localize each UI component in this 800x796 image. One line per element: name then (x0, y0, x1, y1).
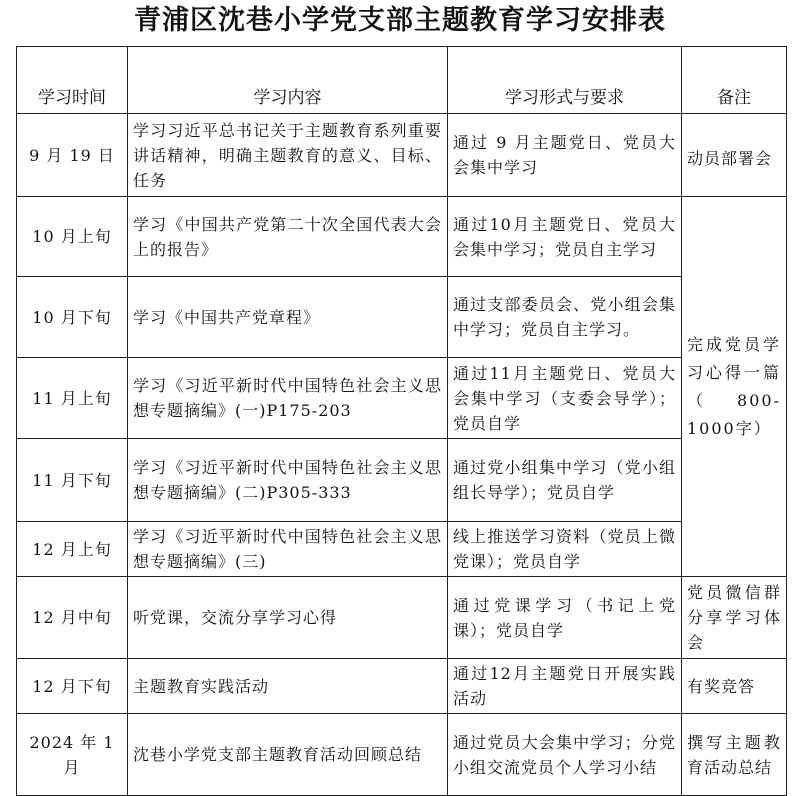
row-content: 学习《习近平新时代中国特色社会主义思想专题摘编》(一)P175-203 (128, 358, 448, 439)
row-time: 12 月下旬 (17, 659, 128, 714)
row-time: 12 月上旬 (17, 522, 128, 577)
row-note-text: 动员部署会 (687, 149, 773, 168)
row-time: 9 月 19 日 (17, 114, 128, 197)
row-content: 学习《中国共产党第二十次全国代表大会上的报告》 (128, 197, 448, 277)
table-row (17, 714, 787, 796)
table-row (17, 197, 787, 277)
row-note: 撰写主题教育活动总结 (682, 714, 787, 796)
row-form: 通过 9 月主题党日、党员大会集中学习 (448, 114, 682, 197)
row-form: 通过党员大会集中学习；分党小组交流党员个人学习小结 (448, 714, 682, 796)
table-row (17, 358, 787, 439)
table-row (17, 114, 787, 197)
row-time: 11 月上旬 (17, 358, 128, 439)
row-content: 学习习近平总书记关于主题教育系列重要讲话精神，明确主题教育的意义、目标、任务 (128, 114, 448, 197)
table-row (17, 577, 787, 659)
row-note (682, 114, 787, 197)
row-content: 学习《习近平新时代中国特色社会主义思想专题摘编》(二)P305-333 (128, 439, 448, 522)
table-row (17, 522, 787, 577)
header-time: 学习时间 (17, 47, 128, 114)
table-row (17, 659, 787, 714)
row-form: 通过支部委员会、党小组会集中学习；党员自主学习。 (448, 277, 682, 358)
row-form: 通过党小组集中学习（党小组组长导学）；党员自学 (448, 439, 682, 522)
row-content: 沈巷小学党支部主题教育活动回顾总结 (128, 714, 448, 796)
row-note: 有奖竞答 (682, 659, 787, 714)
row-note: 党员微信群分享学习体会 (682, 577, 787, 659)
row-form: 通过党课学习（书记上党课）；党员自学 (448, 577, 682, 659)
header-content: 学习内容 (128, 47, 448, 114)
row-time: 11 月下旬 (17, 439, 128, 522)
header-note: 备注 (682, 47, 787, 114)
row-content: 学习《中国共产党章程》 (128, 277, 448, 358)
row-form: 线上推送学习资料（党员上微党课）；党员自学 (448, 522, 682, 577)
row-form: 通过10月主题党日、党员大会集中学习；党员自主学习 (448, 197, 682, 277)
document-title: 青浦区沈巷小学党支部主题教育学习安排表 (134, 5, 666, 36)
merged-note-text: 完成党员学习心得一篇（800-1000字） (687, 334, 781, 438)
row-time: 2024 年 1 月 (17, 714, 128, 796)
row-time: 10 月上旬 (17, 197, 128, 277)
row-form: 通过11月主题党日、党员大会集中学习（支委会导学）；党员自学 (448, 358, 682, 439)
table-row (17, 277, 787, 358)
row-content: 听党课，交流分享学习心得 (128, 577, 448, 659)
row-time: 10 月下旬 (17, 277, 128, 358)
table-header-row (17, 47, 787, 114)
merged-note (682, 197, 787, 577)
schedule-table (16, 46, 787, 796)
row-time: 12 月中旬 (17, 577, 128, 659)
row-content: 主题教育实践活动 (128, 659, 448, 714)
row-form: 通过12月主题党日开展实践活动 (448, 659, 682, 714)
row-content: 学习《习近平新时代中国特色社会主义思想专题摘编》(三) (128, 522, 448, 577)
header-form: 学习形式与要求 (448, 47, 682, 114)
table-row (17, 439, 787, 522)
